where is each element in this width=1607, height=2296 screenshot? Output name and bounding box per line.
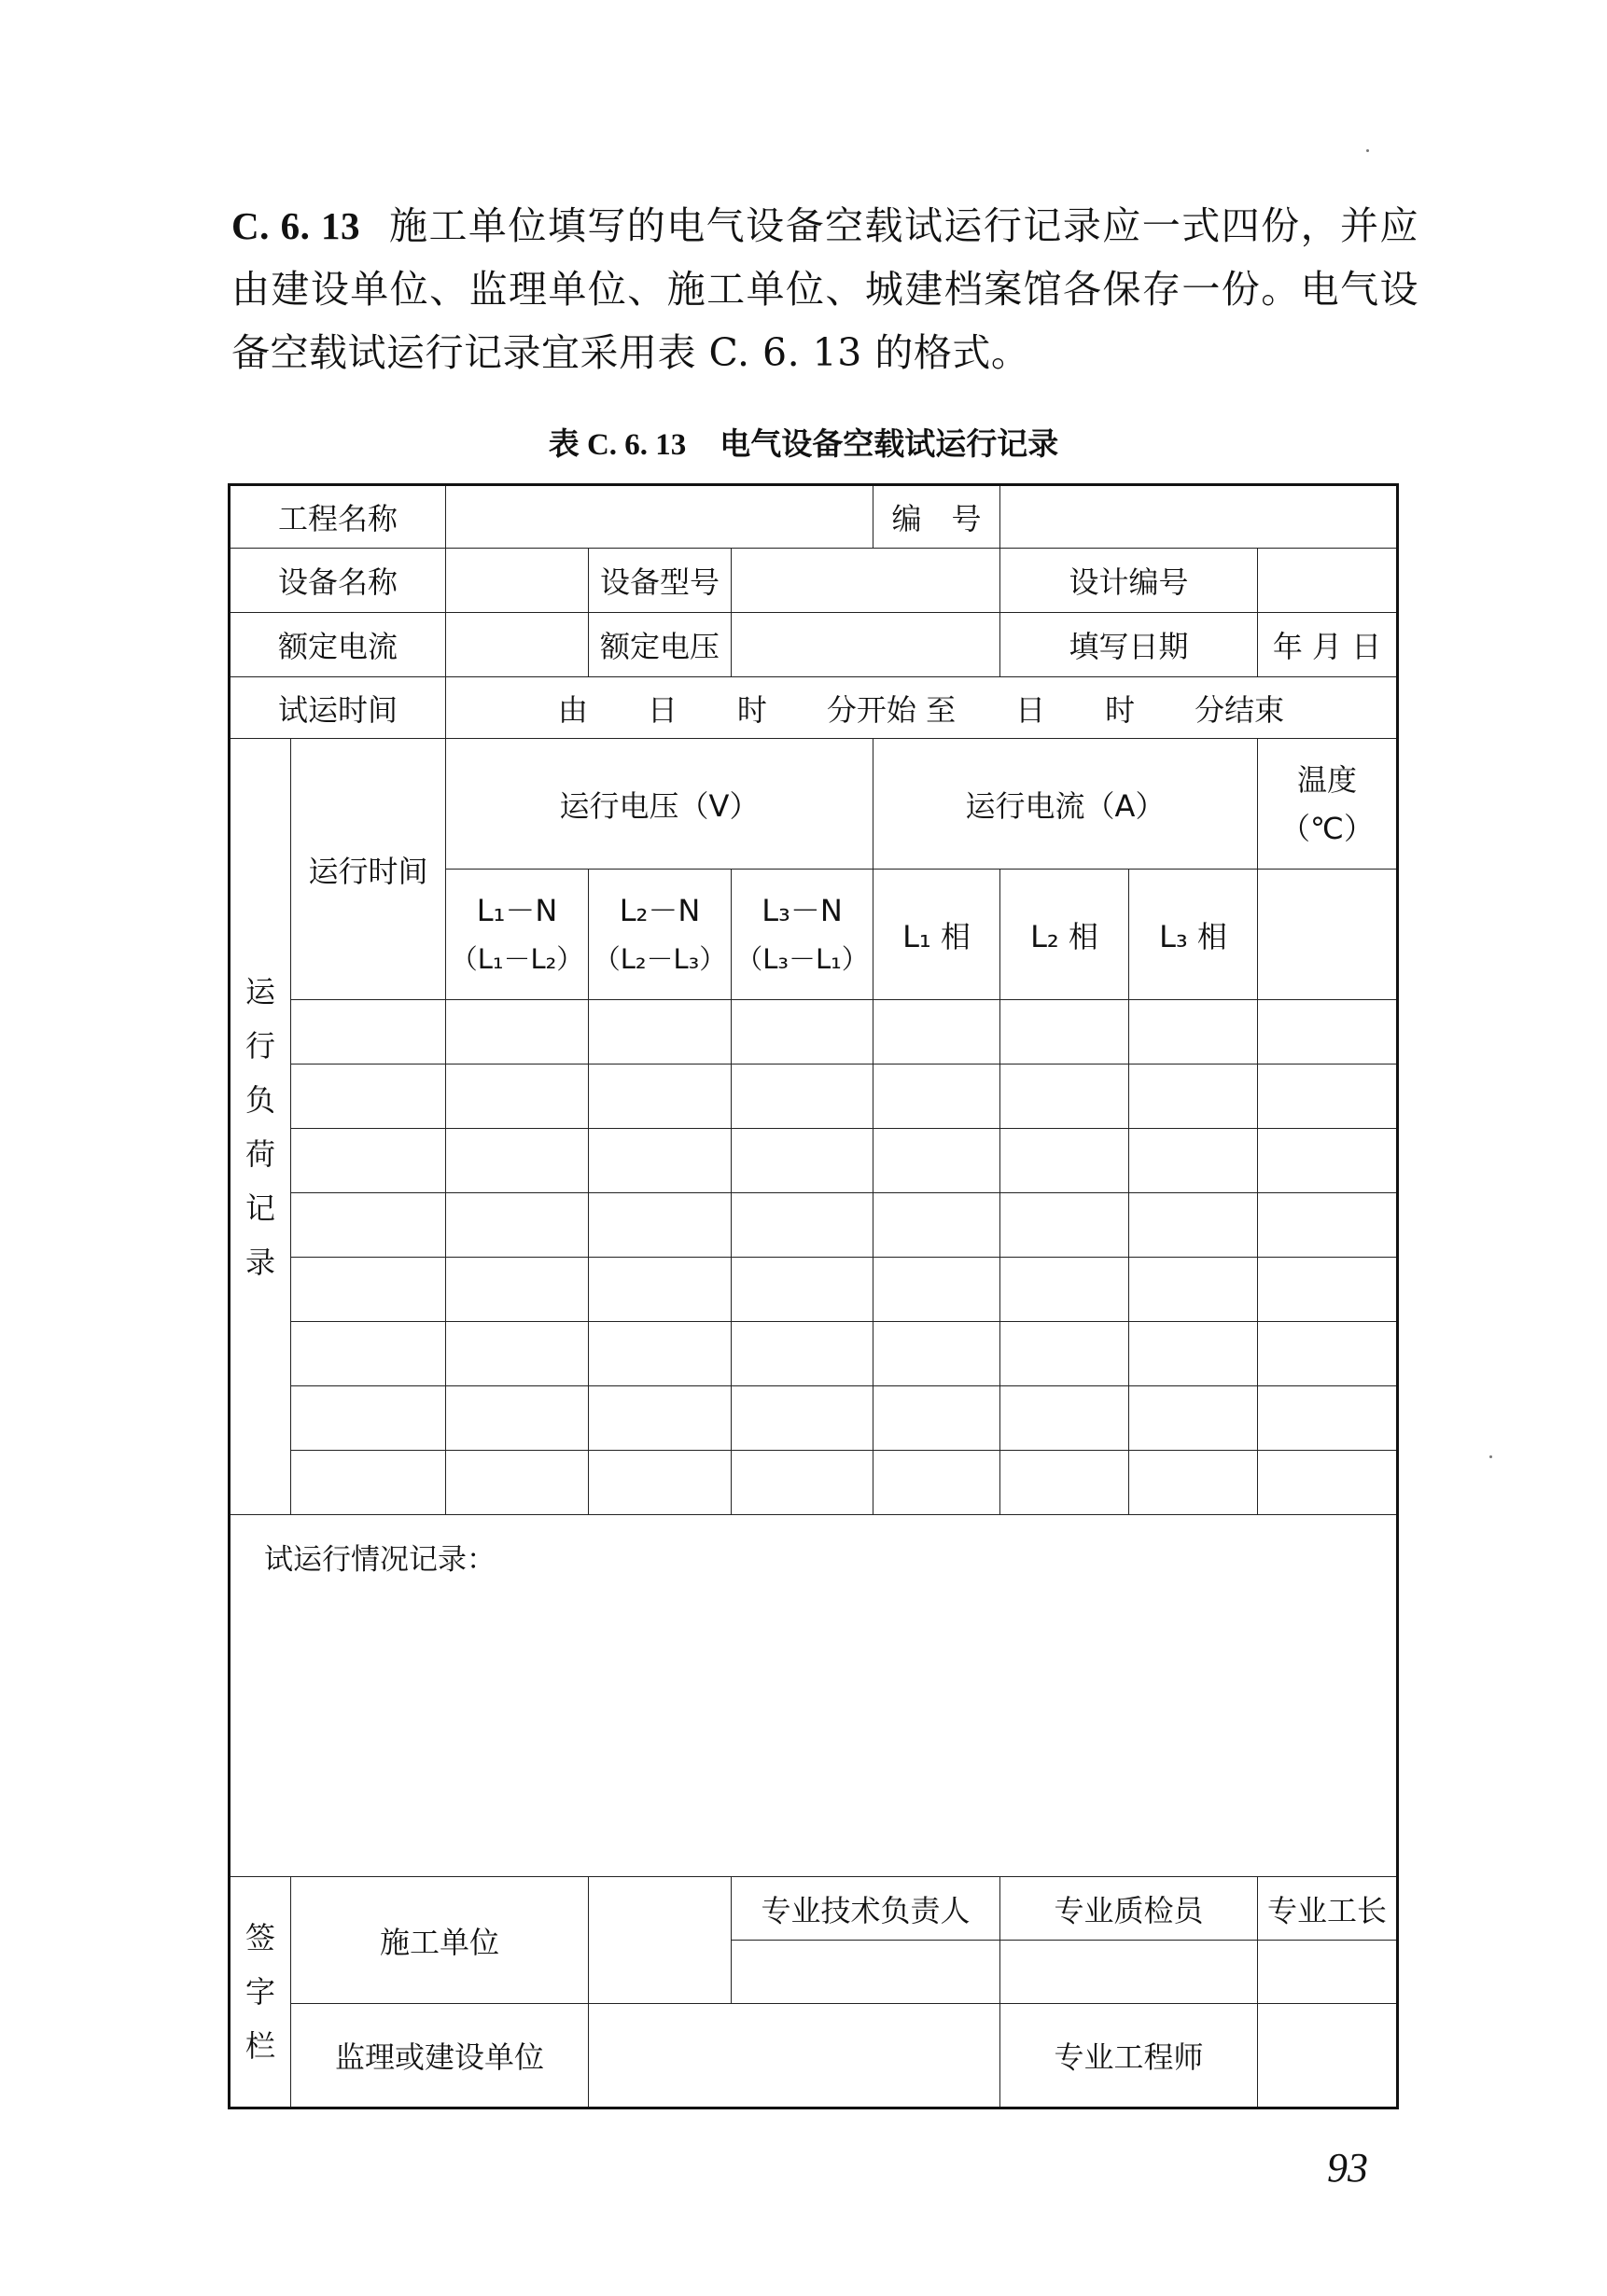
temperature-header: 温度 （℃） [1258,739,1398,870]
engineer-signature[interactable] [1258,2004,1398,2108]
scan-speck [1366,149,1369,152]
table-caption [0,420,1607,464]
fill-date-value[interactable]: 年 月 日 [1258,613,1398,677]
supervision-unit-field[interactable] [589,2004,1000,2108]
intro-text: 施工单位填写的电气设备空载试运行记录应一式四份，并应由建设单位、监理单位、施工单位、城建档案馆各保存一份。电气设备空载试运行记录宜采用表 C. 6. 13 的格式。 [231,203,1418,375]
quality-inspector-signature[interactable] [1000,1941,1258,2004]
load-row [230,1258,1398,1322]
remarks-box[interactable] [230,1515,1398,1877]
tech-lead-label: 专业技术负责人 [732,1877,1000,1941]
section-number: C. 6. 13 [231,204,361,247]
foreman-label: 专业工长 [1258,1877,1398,1941]
project-name-field[interactable] [446,485,873,549]
tech-lead-signature[interactable] [732,1941,1000,2004]
engineer-label: 专业工程师 [1000,2004,1258,2108]
rated-current-label: 额定电流 [230,613,446,677]
table-title: 电气设备空载试运行记录 [720,425,1059,462]
equipment-name-label: 设备名称 [230,549,446,613]
design-no-label: 设计编号 [1000,549,1258,613]
quality-inspector-label: 专业质检员 [1000,1877,1258,1941]
record-table [228,483,1399,2109]
voltage-col-l1: L₁－N （L₁－L₂） [446,870,589,1000]
scan-speck [1489,1455,1492,1458]
voltage-col-l2: L₂－N （L₂－L₃） [589,870,732,1000]
temperature-subheader [1258,870,1398,1000]
serial-no-field[interactable] [1000,485,1398,549]
load-row [230,1065,1398,1129]
construction-unit-label: 施工单位 [291,1877,589,2004]
intro-paragraph [231,194,1418,384]
construction-unit-field[interactable] [589,1877,732,2004]
serial-no-label: 编 号 [873,485,1000,549]
design-no-field[interactable] [1258,549,1398,613]
remarks-label: 试运行情况记录： [264,1543,496,1577]
rated-voltage-field[interactable] [732,613,1000,677]
voltage-col-l3: L₃－N （L₃－L₁） [732,870,873,1000]
load-row [230,1129,1398,1193]
fill-date-label: 填写日期 [1000,613,1258,677]
load-row [230,1322,1398,1386]
equipment-model-label: 设备型号 [589,549,732,613]
equipment-model-field[interactable] [732,549,1000,613]
rated-current-field[interactable] [446,613,589,677]
load-row [230,1000,1398,1065]
equipment-name-field[interactable] [446,549,589,613]
load-row [230,1386,1398,1451]
run-time-header: 运行时间 [291,739,446,1000]
load-row [230,1193,1398,1258]
trial-time-label: 试运时间 [230,677,446,739]
load-row [230,1451,1398,1515]
current-col-l1: L₁ 相 [873,870,1000,1000]
voltage-header: 运行电压（V） [446,739,873,870]
table-number: 表 C. 6. 13 [548,428,687,462]
current-col-l3: L₃ 相 [1129,870,1258,1000]
page-number: 93 [1327,2145,1368,2191]
foreman-signature[interactable] [1258,1941,1398,2004]
sign-side-label: 签 字 栏 [230,1877,291,2108]
load-record-side-label: 运 行 负 荷 记 录 [230,739,291,1515]
rated-voltage-label: 额定电压 [589,613,732,677]
current-col-l2: L₂ 相 [1000,870,1129,1000]
supervision-unit-label: 监理或建设单位 [291,2004,589,2108]
current-header: 运行电流（A） [873,739,1258,870]
trial-time-value[interactable]: 由 日 时 分开始 至 日 时 分结束 [446,677,1398,739]
project-name-label: 工程名称 [230,485,446,549]
